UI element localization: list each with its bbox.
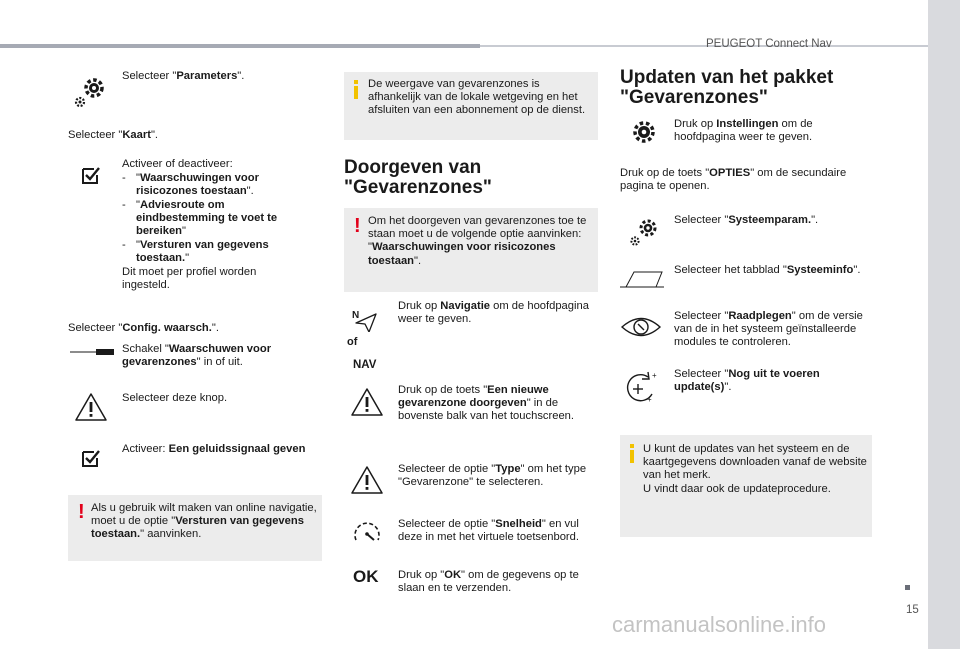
info-legislation: De weergave van gevarenzones is afhankelijk van de lokale wetgeving en het afsluiten van een abonnement op de dienst. — [368, 78, 586, 117]
step-select-config: Selecteer "Config. waarsch.". — [68, 322, 219, 334]
header-rule — [0, 44, 480, 48]
info-download-updates: U kunt de updates van het systeem en de kaartgegevens downloaden vanaf de website van het merk. U vindt daar ook de updateprocedure. — [643, 443, 867, 495]
page-number: 15 — [906, 604, 919, 616]
toggle-line-icon — [70, 348, 114, 356]
warning-allow-transmission: Om het doorgeven van gevarenzones toe te staan moet u de volgende optie aanvinken: "Waarschuwingen voor risicozones toestaan". — [368, 215, 587, 267]
activate-dash-1: - — [122, 172, 126, 184]
info-icon — [630, 450, 634, 463]
warning-exclamation-icon: ! — [78, 501, 85, 523]
nav-button-label: NAV — [353, 359, 377, 371]
step-press-options: Druk op de toets "OPTIES" om de secundaire pagina te openen. — [620, 167, 847, 193]
warning-exclamation-icon: ! — [354, 215, 361, 237]
step-press-navigation: Druk op Navigatie om de hoofdpagina weer te geven. — [398, 300, 589, 326]
page-marker — [905, 585, 910, 590]
step-select-consult: Selecteer "Raadplegen" om de versie van de in het systeem geïnstalleerde modules te controleren. — [674, 310, 863, 349]
warning-online-navigation: Als u gebruik wilt maken van online navigatie, moet u de optie "Versturen van gegevens toestaan." aanvinken. — [91, 502, 317, 541]
step-select-system-params: Selecteer "Systeemparam.". — [674, 214, 819, 226]
section-heading-updaten: Updaten van het pakket "Gevarenzones" — [620, 67, 834, 108]
navigation-arrow-icon — [352, 308, 378, 332]
warning-triangle-icon — [350, 387, 384, 417]
svg-text:+: + — [647, 395, 652, 404]
gear-icon — [630, 118, 658, 146]
warning-triangle-icon — [74, 392, 108, 422]
activate-option-3: "Versturen van gegevens toestaan." — [136, 239, 269, 265]
step-press-button: Selecteer deze knop. — [122, 392, 228, 404]
watermark: carmanualsonline.info — [612, 612, 827, 637]
or-label: of — [347, 336, 358, 348]
gears-icon — [628, 214, 662, 248]
eye-icon — [620, 314, 662, 340]
step-activate-sound: Activeer: Een geluidssignaal geven — [122, 443, 306, 455]
checkbox-icon — [80, 447, 102, 469]
ok-button-label: OK — [353, 567, 379, 586]
svg-text:N: N — [352, 310, 360, 321]
gears-icon — [72, 72, 110, 110]
step-toggle-warning: Schakel "Waarschuwen voor gevarenzones" in of uit. — [122, 343, 272, 369]
activate-dash-3: - — [122, 239, 126, 251]
step-select-parameters: Selecteer "Parameters". — [122, 70, 245, 82]
activate-dash-2: - — [122, 199, 126, 211]
step-new-danger-zone: Druk op de toets "Een nieuwe gevarenzone doorgeven" in de bovenste balk van het touchscreen. — [398, 384, 575, 423]
activate-option-2: "Adviesroute om eindbestemming te voet te bereiken" — [136, 199, 278, 238]
step-select-kaart: Selecteer "Kaart". — [68, 129, 159, 141]
step-select-pending-updates: Selecteer "Nog uit te voeren update(s)". — [674, 368, 820, 394]
speedometer-icon — [352, 520, 382, 546]
step-select-type: Selecteer de optie "Type" om het type "Gevarenzone" te selecteren. — [398, 463, 587, 489]
page-sidebar — [928, 0, 960, 649]
activate-option-1: "Waarschuwingen voor risicozones toestaan". — [136, 172, 259, 198]
activate-intro: Activeer of deactiveer: — [122, 158, 233, 170]
svg-text:+: + — [652, 371, 657, 380]
warning-triangle-icon — [350, 465, 384, 495]
update-icon — [624, 370, 660, 404]
activate-footer: Dit moet per profiel worden ingesteld. — [122, 266, 257, 292]
step-select-speed: Selecteer de optie "Snelheid" en vul deze in met het virtuele toetsenbord. — [398, 518, 579, 544]
tab-icon — [620, 270, 664, 288]
step-press-ok: Druk op "OK" om de gegevens op te slaan en te verzenden. — [398, 569, 579, 595]
info-icon — [354, 86, 358, 99]
step-select-system-info: Selecteer het tabblad "Systeeminfo". — [674, 264, 861, 276]
page-header-title: PEUGEOT Connect Nav — [706, 38, 832, 50]
step-press-settings: Druk op Instellingen om de hoofdpagina weer te geven. — [674, 118, 813, 144]
section-heading-doorgeven: Doorgeven van "Gevarenzones" — [344, 157, 492, 198]
header-rule-thin — [480, 45, 928, 47]
checkbox-icon — [80, 164, 102, 186]
